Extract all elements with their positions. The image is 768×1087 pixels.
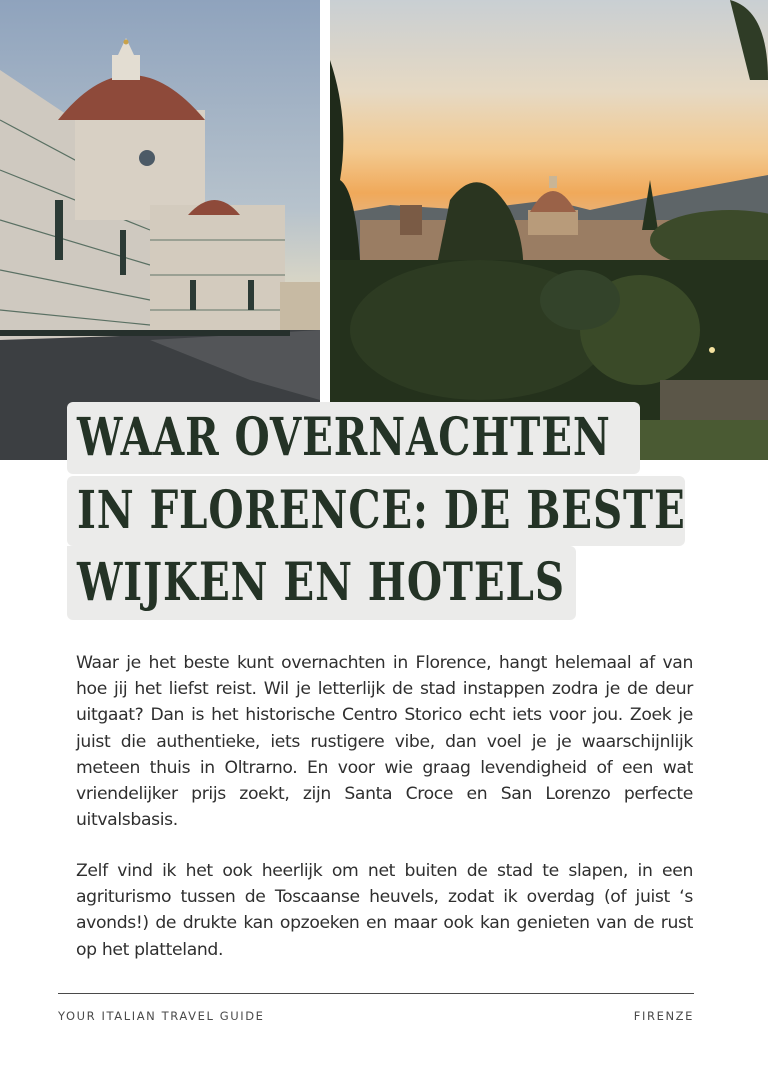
florence-sunset-photo [330, 0, 768, 460]
title-line-2: IN FLORENCE: DE BESTE [67, 476, 685, 546]
footer-divider [58, 993, 694, 994]
sunset-illustration [330, 0, 768, 460]
title-line-1: WAAR OVERNACHTEN [67, 402, 640, 474]
duomo-illustration [0, 0, 320, 460]
agriturismo-paragraph: Zelf vind ik het ook heerlijk om net buiten de stad te slapen, in een agriturismo tussen de Toscaanse heuvels, zodat ik overdag (of juist ‘s avonds!) de drukte kan opzoeken en maar ook kan genieten van de rust op het platteland. [76, 861, 693, 960]
footer-guide-label: YOUR ITALIAN TRAVEL GUIDE [58, 1009, 265, 1023]
title-line-3: WIJKEN EN HOTELS [67, 546, 576, 620]
intro-paragraph: Waar je het beste kunt overnachten in Florence, hangt helemaal af van hoe jij het liefst reist. Wil je letterlijk de stad instappen zodra je de deur uitgaat? Dan is het historische Centro Storico echt iets voor jou. Zoek je juist die authentieke, iets rustigere vibe, dan voel je je waarschijnlijk meteen thuis in Oltrarno. En voor wie graag levendigheid of een wat vriendelijker prijs zoekt, zijn Santa Croce en San Lorenzo perfecte uitvalsbasis. [76, 653, 693, 831]
duomo-photo [0, 0, 320, 460]
footer-city-label: FIRENZE [633, 1009, 694, 1023]
